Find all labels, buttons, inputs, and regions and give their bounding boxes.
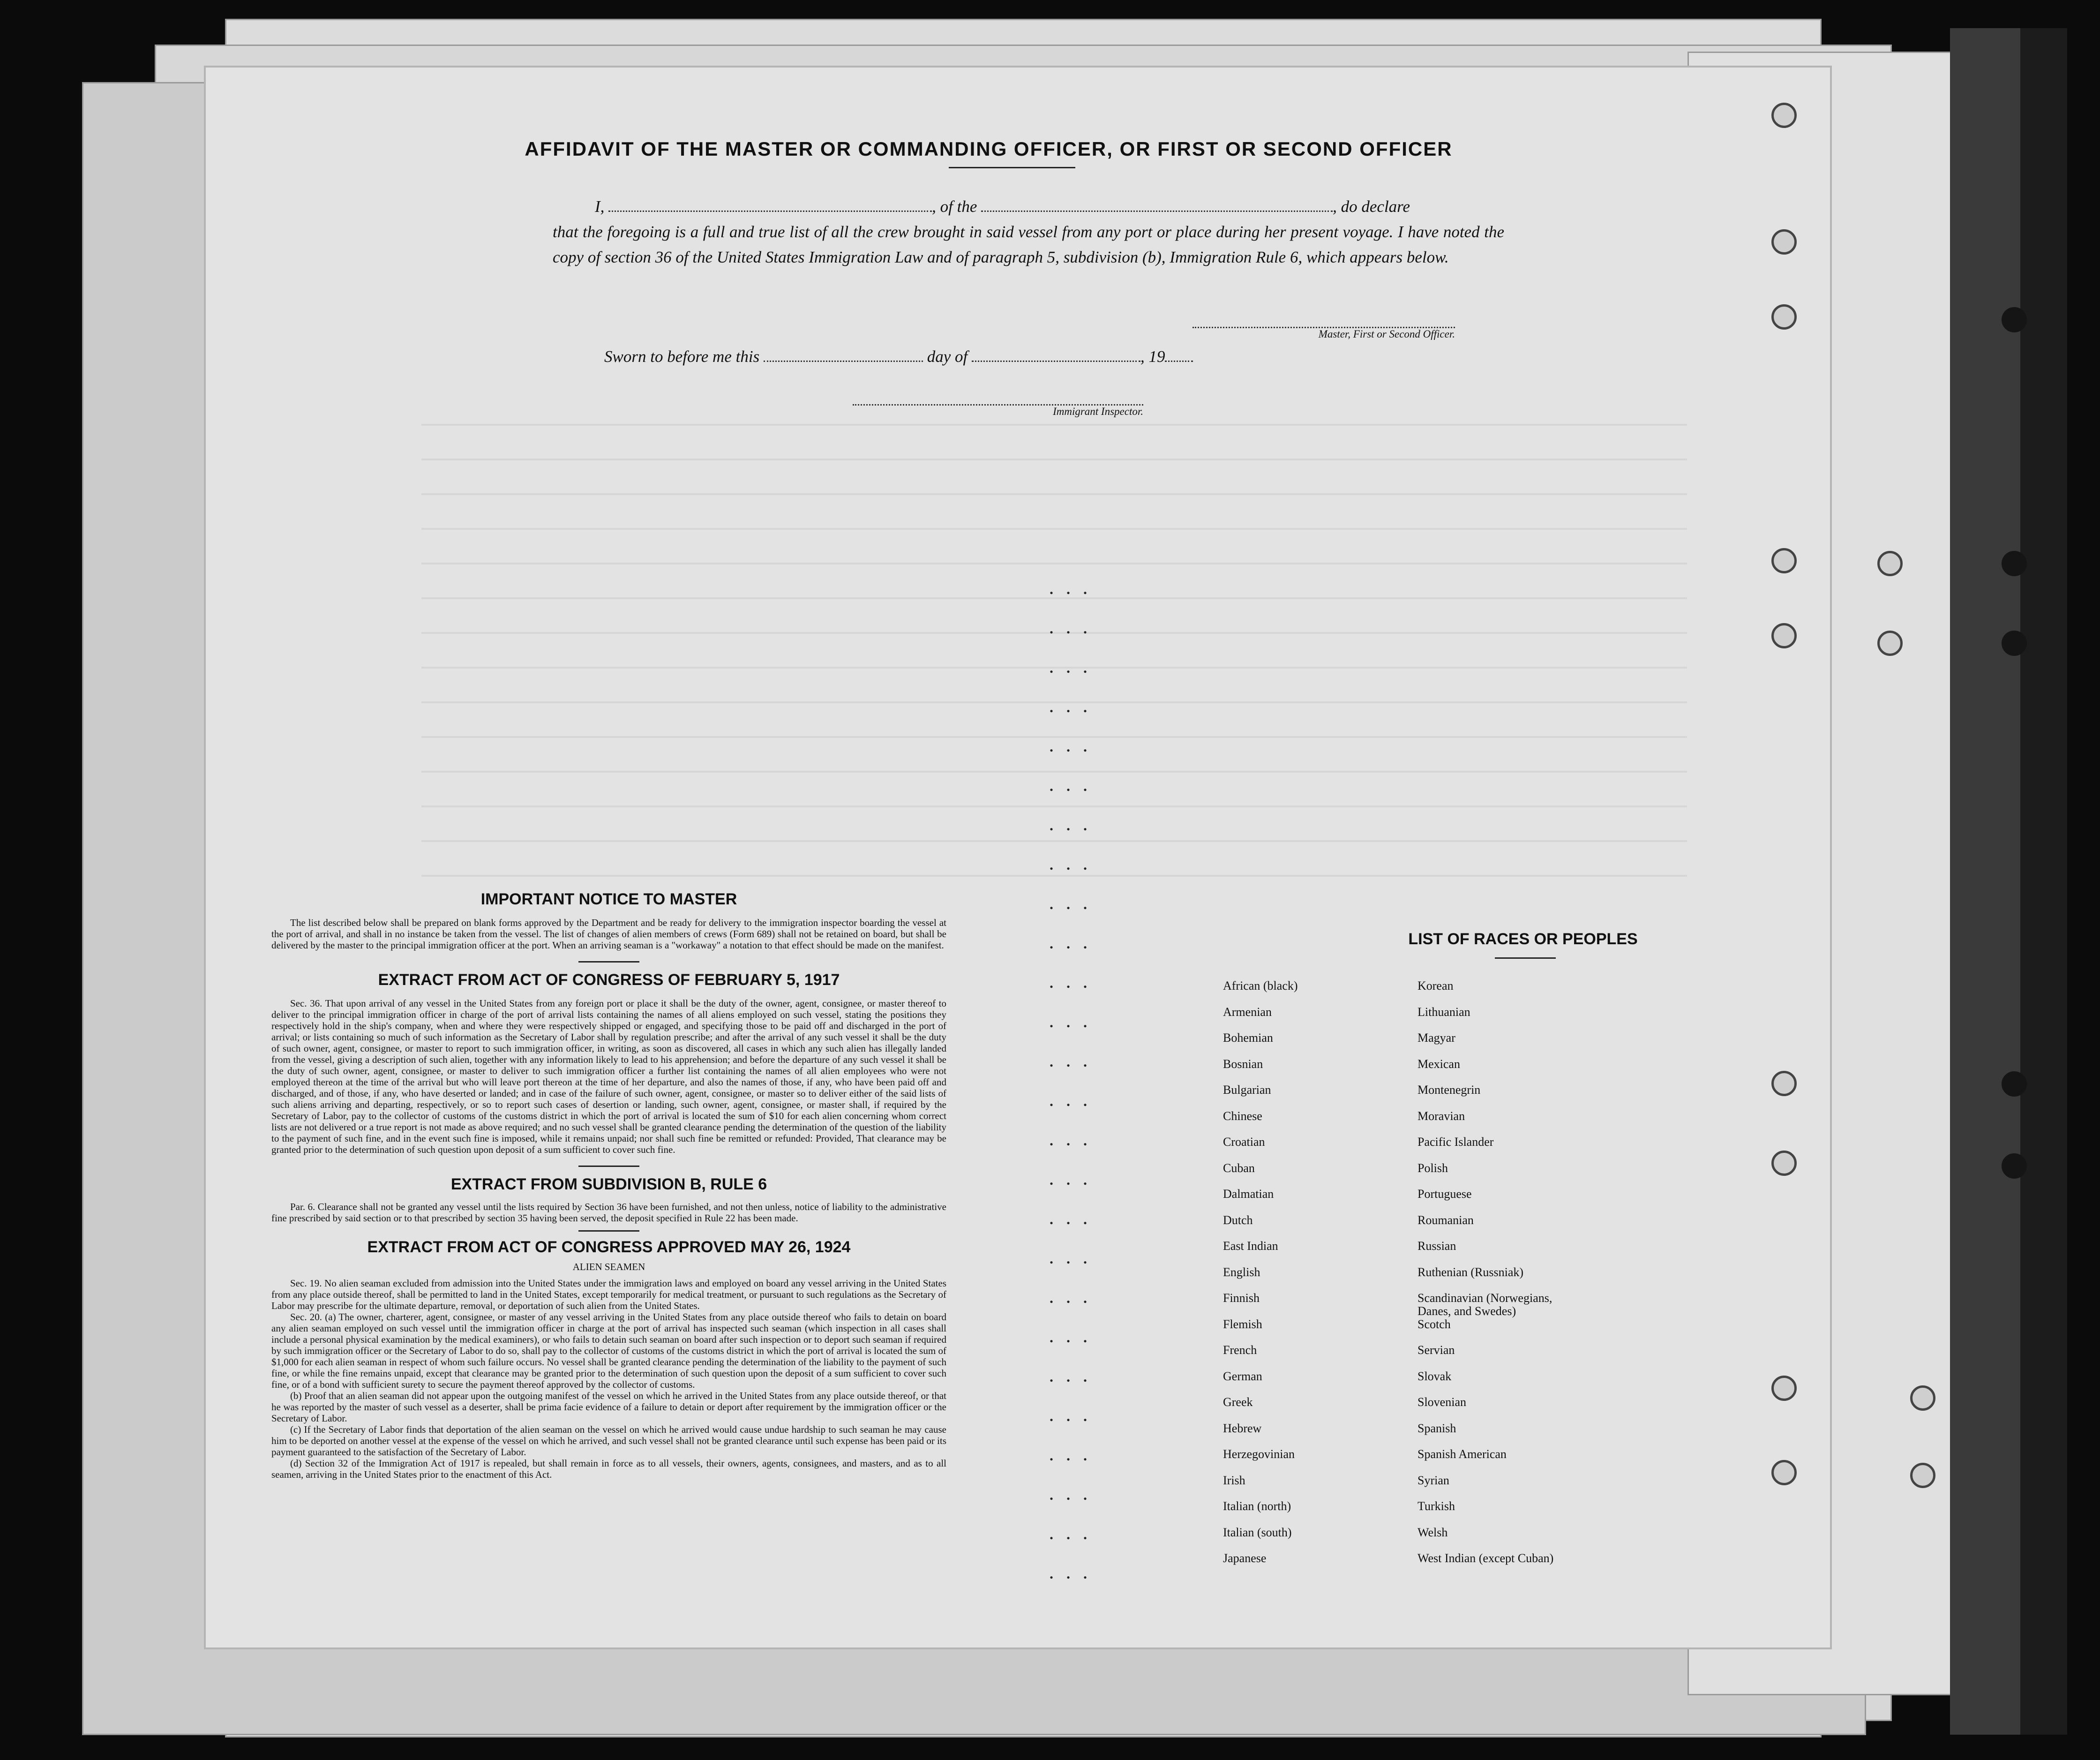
race-item: Armenian bbox=[1223, 1005, 1272, 1019]
race-item: Turkish bbox=[1418, 1499, 1455, 1513]
vessel-name-field[interactable] bbox=[981, 197, 1333, 212]
race-item: Korean bbox=[1418, 979, 1454, 993]
race-item: Finnish bbox=[1223, 1291, 1260, 1305]
master-signature bbox=[1192, 314, 1455, 340]
race-item: Bohemian bbox=[1223, 1031, 1273, 1045]
race-item: West Indian (except Cuban) bbox=[1418, 1551, 1554, 1565]
binder-hole-icon bbox=[2002, 307, 2027, 332]
declarant-name-field[interactable] bbox=[608, 197, 932, 212]
tick-marks: . . . . . . . . . . . . . . . . . . . . . . . . . . . . . . . . . . . . . . . . . . . . . . . . . . . . . . . . . . . . . . . . . . . . . . . . . . . . . . bbox=[1050, 580, 1092, 1582]
affidavit-title: AFFIDAVIT OF THE MASTER OR COMMANDING OFFICER, OR FIRST OR SECOND OFFICER bbox=[525, 138, 1453, 160]
race-item: Montenegrin bbox=[1418, 1083, 1481, 1097]
title-underline bbox=[949, 167, 1075, 168]
race-item: Cuban bbox=[1223, 1161, 1255, 1175]
race-item: Chinese bbox=[1223, 1109, 1262, 1123]
race-item: Magyar bbox=[1418, 1031, 1455, 1045]
sheet-hole-icon bbox=[1910, 1385, 1935, 1411]
binder-spine-edge bbox=[2020, 28, 2067, 1735]
divider bbox=[578, 1166, 639, 1167]
extract-1917-body: Sec. 36. That upon arrival of any vessel in the United States from any foreign port or place it shall be the duty of the owner, agent, consignee, or master thereof to deliver to the principal immigration officer in charge of the port of arrival lists containing the names of all aliens employed on such vessel, stating the positions they respectively hold in the ship's company, when and where they were respectively shipped or engaged, and specifying those to be paid off and discharged in the port of arrival; or lists containing so much of such information as the Secretary of Labor shall by regulation prescribe; and after the arrival of any such vessel it shall be the duty of such owner, agent, consignee, or master to report to such immigration officer, in writing, as soon as discovered, all cases in which any such alien has illegally landed from the vessel, giving a description of such alien, together with any information likely to lead to his apprehension; and before the departure of any such vessel it shall be the duty of such owner, agent, consignee, or master to deliver to such immigration officer a further list containing the names of all alien employees who were not employed thereon at the time of the arrival but who will leave port thereon at the time of her departure, and also the names of those, if any, who have been paid off and discharged, and of those, if any, who have deserted or landed; and in case of the failure of such owner, agent, consignee, or master so to deliver either of the said lists of such aliens arriving and departing, respectively, or so to report such cases of desertion or landing, such owner, agent, consignee, or master shall, if required by the Secretary of Labor, pay to the collector of customs of the customs district in which the port of arrival is located the sum of $10 for each alien concerning whom correct lists are not delivered or a true report is not made as above required; and no such vessel shall be granted clearance pending the determination of the question of the liability to the payment of such fine, and in the event such fine is imposed, while it remains unpaid; nor shall such fine be remitted or refunded: Provided, That clearance may be granted prior to the determination of such question upon deposit of a sum sufficient to cover such fine. bbox=[271, 998, 946, 1155]
punch-hole-icon bbox=[1771, 623, 1797, 648]
race-item: Japanese bbox=[1223, 1551, 1267, 1565]
race-item: Irish bbox=[1223, 1474, 1245, 1487]
race-item: Spanish bbox=[1418, 1422, 1456, 1435]
extract-1924-sec20b: (b) Proof that an alien seaman did not appear upon the outgoing manifest of the vessel on which he arrived in the United States from any place outside thereof, or that he was reported by the master of such vessel as a deserter, shall be prima facie evidence of a failure to detain or deport after requirement by the immigration officer or the Secretary of Labor. bbox=[271, 1390, 946, 1424]
race-item: Moravian bbox=[1418, 1109, 1465, 1123]
race-item: Syrian bbox=[1418, 1474, 1449, 1487]
race-item: Polish bbox=[1418, 1161, 1448, 1175]
extract-1924-title: EXTRACT FROM ACT OF CONGRESS APPROVED MAY 26, 1924 bbox=[367, 1238, 851, 1256]
binder-hole-icon bbox=[2002, 1153, 2027, 1179]
race-item: Herzegovinian bbox=[1223, 1447, 1295, 1461]
race-item: Ruthenian (Russniak) bbox=[1418, 1265, 1524, 1279]
extract-1917-title: EXTRACT FROM ACT OF CONGRESS OF FEBRUARY 5, 1917 bbox=[378, 971, 840, 989]
affidavit-body: that the foregoing is a full and true list of all the crew brought in said vessel from any port or place during her present voyage. I have noted the copy of section 36 of the United States Immigration Law and of paragraph 5, subdivision (b), Immigration Rule 6, which appears below. bbox=[553, 223, 1504, 266]
race-item: French bbox=[1223, 1343, 1257, 1357]
races-title: LIST OF RACES OR PEOPLES bbox=[1408, 930, 1638, 948]
race-item: Pacific Islander bbox=[1418, 1135, 1494, 1149]
binder-hole-icon bbox=[2002, 551, 2027, 576]
sheet-hole-icon bbox=[1877, 551, 1903, 576]
punch-hole-icon bbox=[1771, 304, 1797, 330]
sworn-year-label: , 19 bbox=[1140, 347, 1165, 366]
race-item: Portuguese bbox=[1418, 1187, 1472, 1201]
declarant-suffix: , do declare bbox=[1333, 197, 1410, 216]
race-item: Flemish bbox=[1223, 1317, 1262, 1331]
race-item: Scandinavian (Norwegians, Danes, and Swedes) bbox=[1418, 1291, 1552, 1318]
race-item: English bbox=[1223, 1265, 1260, 1279]
sworn-day-field[interactable] bbox=[764, 347, 923, 362]
race-item: Roumanian bbox=[1418, 1213, 1474, 1227]
extract-1924-sec20a: Sec. 20. (a) The owner, charterer, agent, consignee, or master of any vessel arriving in the United States from any place outside thereof who fails to detain on board any alien seaman employed on such vessel until the immigration officer in charge at the port of arrival has inspected such seaman (which inspection in all cases shall include a personal physical examination by the medical examiners), or who fails to detain such seaman on board after such inspection or to deport such seaman if required by such immigration officer or the Secretary of Labor to do so, shall pay to the collector of customs of the customs district in which the port of arrival is located the sum of $1,000 for each alien seaman in respect of whom such failure occurs. No vessel shall be granted clearance pending the determination of the liability to the payment of such fine, or while the fine remains unpaid, except that clearance may be granted prior to the determination of such question upon the deposit of a sum sufficient to cover such fine, or of a bond with sufficient surety to secure the payment thereof approved by the collector of customs. bbox=[271, 1311, 946, 1390]
race-item: Dalmatian bbox=[1223, 1187, 1274, 1201]
divider bbox=[578, 961, 639, 963]
binder-spine bbox=[1950, 28, 2020, 1735]
declarant-of: , of the bbox=[932, 197, 977, 216]
race-item: Dutch bbox=[1223, 1213, 1253, 1227]
binder-hole-icon bbox=[2002, 1071, 2027, 1097]
race-item: Greek bbox=[1223, 1395, 1253, 1409]
sworn-year-field[interactable] bbox=[1165, 347, 1193, 362]
sheet-hole-icon bbox=[1910, 1463, 1935, 1488]
race-item: Servian bbox=[1418, 1343, 1455, 1357]
punch-hole-icon bbox=[1771, 1376, 1797, 1401]
race-item: Bosnian bbox=[1223, 1057, 1263, 1071]
form-page bbox=[204, 66, 1832, 1649]
race-item: East Indian bbox=[1223, 1239, 1278, 1253]
punch-hole-icon bbox=[1771, 103, 1797, 128]
race-item: Italian (north) bbox=[1223, 1499, 1291, 1513]
races-list bbox=[1223, 930, 1692, 1565]
race-item: Slovak bbox=[1418, 1369, 1452, 1383]
race-item: Spanish American bbox=[1418, 1447, 1507, 1461]
races-title-underline bbox=[1495, 957, 1556, 959]
race-item: Lithuanian bbox=[1418, 1005, 1470, 1019]
extract-1924-sec20c: (c) If the Secretary of Labor finds that deportation of the alien seaman on the vessel on which he arrived would cause undue hardship to such seaman he may cause him to be deported on another vessel at the expense of the vessel on which he arrived, and such vessel shall not be granted clearance until such expense has been paid or its payment guaranteed to the satisfaction of the Secretary of Labor. bbox=[271, 1424, 946, 1458]
sworn-prefix: Sworn to before me this bbox=[604, 347, 760, 366]
punch-hole-icon bbox=[1771, 229, 1797, 255]
punch-hole-icon bbox=[1771, 1071, 1797, 1096]
extract-1924-sec20d: (d) Section 32 of the Immigration Act of 1917 is repealed, but shall remain in force as to all vessels, their owners, agents, consignees, and masters, and as to all seamen, arriving in the United States prior to the enactment of this Act. bbox=[271, 1458, 946, 1480]
sheet-hole-icon bbox=[1877, 631, 1903, 656]
sworn-day-label: day of bbox=[927, 347, 968, 366]
punch-hole-icon bbox=[1771, 1151, 1797, 1176]
master-signature-label: Master, First or Second Officer. bbox=[1318, 328, 1455, 340]
race-item: German bbox=[1223, 1369, 1262, 1383]
race-item: Slovenian bbox=[1418, 1395, 1466, 1409]
legal-notices bbox=[271, 890, 946, 1480]
notice-body: The list described below shall be prepared on blank forms approved by the Department and be ready for delivery to the immigration inspector boarding the vessel at the port of arrival, and shall in no instance be taken from the vessel. The list of changes of alien members of crews (Form 689) shall not be retained on board, but shall be delivered by the master to the principal immigration officer at the port. When an arriving seaman is a "workaway" a notation to that effect should be made on the manifest. bbox=[271, 917, 946, 951]
extract-rule6-body: Par. 6. Clearance shall not be granted any vessel until the lists required by Section 36 have been furnished, and not then unless, notice of liability to the administrative fine prescribed by said section or to that prescribed by section 35 having been served, the deposit specified in Rule 22 has been made. bbox=[271, 1201, 946, 1224]
extract-rule6-title: EXTRACT FROM SUBDIVISION B, RULE 6 bbox=[450, 1175, 767, 1193]
race-item: Scotch bbox=[1418, 1317, 1451, 1331]
sworn-month-field[interactable] bbox=[972, 347, 1140, 362]
extract-1924-subtitle: ALIEN SEAMEN bbox=[572, 1261, 645, 1272]
inspector-signature-field[interactable] bbox=[853, 391, 1143, 406]
race-item: Russian bbox=[1418, 1239, 1456, 1253]
punch-hole-icon bbox=[1771, 548, 1797, 573]
race-item: Mexican bbox=[1418, 1057, 1460, 1071]
affidavit-declaration bbox=[553, 194, 1504, 270]
binder-hole-icon bbox=[2002, 631, 2027, 656]
race-item: Bulgarian bbox=[1223, 1083, 1271, 1097]
notice-title: IMPORTANT NOTICE TO MASTER bbox=[480, 890, 737, 908]
extract-1924-sec19: Sec. 19. No alien seaman excluded from admission into the United States under the immigration laws and employed on board any vessel arriving in the United States from any place outside thereof, shall be permitted to land in the United States, except temporarily for medical treatment, or pursuant to such regulations as the Secretary of Labor may prescribe for the ultimate departure, removal, or deportation of such alien from the United States. bbox=[271, 1278, 946, 1311]
master-signature-field[interactable] bbox=[1192, 314, 1455, 328]
punch-hole-icon bbox=[1771, 1460, 1797, 1485]
inspector-label: Immigrant Inspector. bbox=[1053, 406, 1143, 417]
race-item: Italian (south) bbox=[1223, 1526, 1292, 1539]
inspector-signature bbox=[815, 391, 1143, 418]
race-item: African (black) bbox=[1223, 979, 1298, 993]
race-item: Croatian bbox=[1223, 1135, 1265, 1149]
race-item: Welsh bbox=[1418, 1526, 1448, 1539]
divider bbox=[578, 1230, 639, 1232]
race-item: Hebrew bbox=[1223, 1422, 1262, 1435]
declarant-prefix: I, bbox=[595, 197, 605, 216]
sworn-line bbox=[604, 344, 1307, 369]
declaration-line bbox=[553, 194, 1504, 219]
